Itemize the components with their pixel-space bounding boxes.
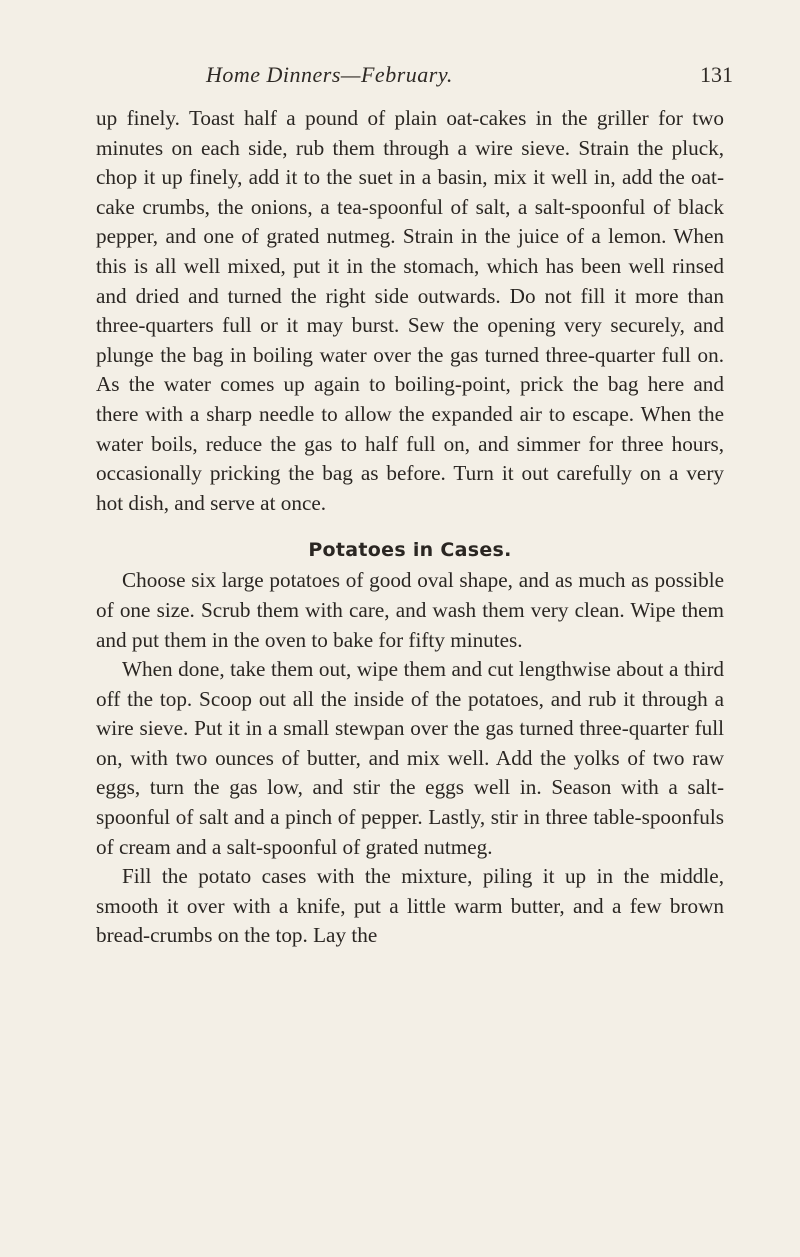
page-number: 131	[700, 62, 733, 87]
running-head: Home Dinners—February.	[206, 62, 453, 87]
section-heading: Potatoes in Cases.	[308, 539, 512, 562]
paragraph: Choose six large potatoes of good oval shape, and as much as possible of one size. Scrub them with care, and wash them very clean. Wipe them and put them in the oven to bake for fifty minutes.	[96, 568, 724, 652]
paragraph: Fill the potato cases with the mixture, piling it up in the middle, smooth it over with a knife, put a little warm butter, and a few brown bread-crumbs on the top. Lay the	[96, 864, 724, 948]
paragraph-continuation: up finely. Toast half a pound of plain oat-cakes in the griller for two minutes on each side, rub them through a wire sieve. Strain the pluck, chop it up finely, add it to the suet in a basin, mix it well in, add the oat-cake crumbs, the onions, a tea-spoonful of salt, a salt-spoonful of black pepper, and one of grated nutmeg. Strain in the juice of a lemon. When this is all well mixed, put it in the stomach, which has been well rinsed and dried and turned the right side outwards. Do not fill it more than three-quarters full or it may burst. Sew the opening very securely, and plunge the bag in boiling water over the gas turned three-quarter full on. As the water comes up again to boiling-point, prick the bag here and there with a sharp needle to allow the expanded air to escape. When the water boils, reduce the gas to half full on, and simmer for three hours, occasionally pricking the bag as before. Turn it out carefully on a very hot dish, and serve at once.	[96, 106, 724, 515]
paragraph: When done, take them out, wipe them and cut lengthwise about a third off the top. Scoop out all the inside of the potatoes, and rub it through a wire sieve. Put it in a small stewpan over the gas turned three-quarter full on, with two ounces of butter, and mix well. Add the yolks of two raw eggs, turn the gas low, and stir the eggs well in. Season with a salt-spoonful of salt and a pinch of pepper. Lastly, stir in three table-spoonfuls of cream and a salt-spoonful of grated nutmeg.	[96, 657, 724, 859]
text-block	[96, 104, 724, 951]
